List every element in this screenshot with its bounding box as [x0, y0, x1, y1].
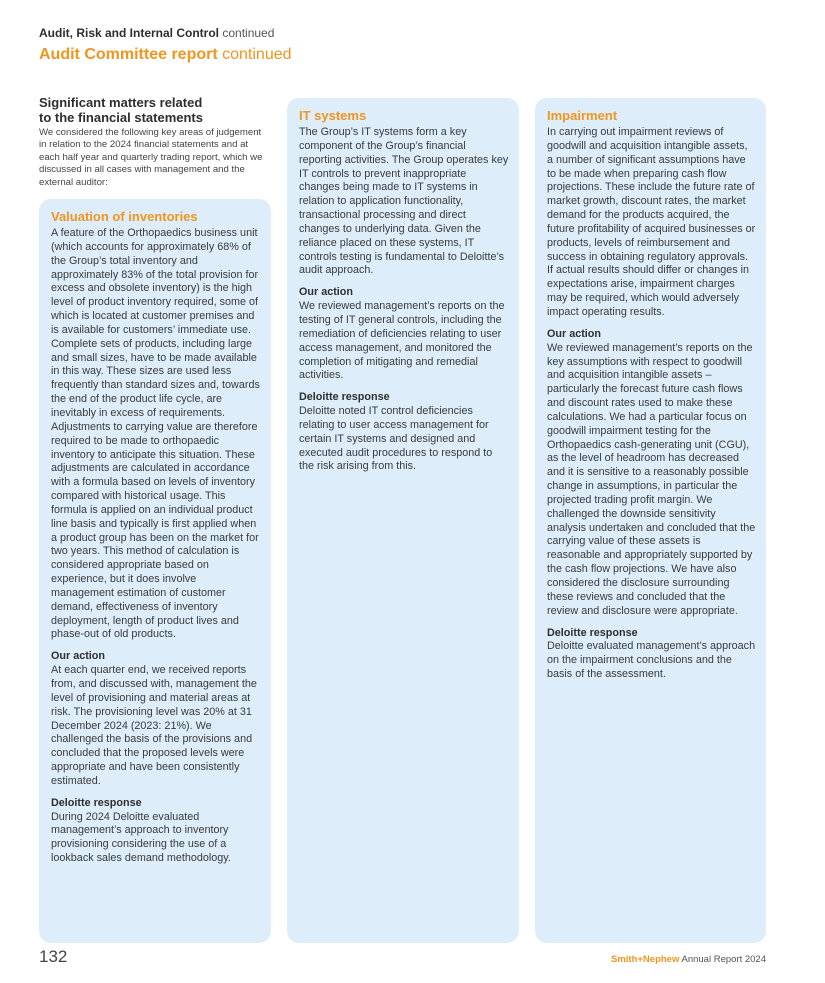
inventories-action-body: At each quarter end, we received reports from, and discussed with, management the level of provisioning and material areas at risk. The provisioning level was 20% at 31 December 2024 (2023: 21%). We challenged the basis of the provisions and concluded that the proposed levels were appropriate and have been consistently estimated.	[51, 664, 257, 787]
report-title: Audit Committee report	[39, 46, 218, 63]
inventories-response-heading: Deloitte response	[51, 796, 142, 809]
it-systems-action-heading: Our action	[299, 286, 353, 299]
intro-section	[39, 95, 267, 189]
section-header	[39, 26, 274, 40]
impairment-response-body: Deloitte evaluated management’s approach on the impairment conclusions and the basis of the assessment.	[547, 640, 756, 681]
footer-report: Annual Report 2024	[681, 954, 766, 965]
it-systems-body: The Group’s IT systems form a key component of the Group’s financial reporting activities. The Group operates key IT controls to prevent inappropriate changes being made to IT systems in relation to application functionality, transactional processing and direct changes to underlying data. Given the reliance placed on these systems, IT controls testing is fundamental to Deloitte’s audit approach.	[299, 126, 509, 277]
footer	[611, 954, 766, 965]
impairment-response-heading: Deloitte response	[547, 626, 638, 639]
inventories-response-body: During 2024 Deloitte evaluated management’s approach to inventory provisioning considering the use of a lookback sales demand methodology.	[51, 810, 231, 865]
report-suffix: continued	[222, 46, 292, 63]
it-systems-action-body: We reviewed management’s reports on the testing of IT general controls, including the remediation of deficiencies relating to user access management, and monitored the completion of mitigating and remedial activities.	[299, 300, 505, 382]
footer-brand: Smith+Nephew	[610, 954, 680, 965]
intro-text: We considered the following key areas of judgement in relation to the 2024 financial statements and at each half year and quarterly trading report, which we discussed in all cases with management and the external auditor:	[39, 127, 263, 188]
impairment-body: In carrying out impairment reviews of goodwill and acquisition intangible assets, a number of significant assumptions have to be made when preparing cash flow projections. These include the future rate of market growth, discount rates, the market demand for the products acquired, the future profitability of acquired businesses or products, levels of reimbursement and success in obtaining regulatory approvals. If actual results should differ or changes in expectations arise, impairment charges may be required, which would adversely impact operating results.	[547, 126, 756, 318]
intro-heading	[39, 95, 267, 125]
intro-heading-line1: Significant matters related	[39, 95, 203, 110]
it-systems-response-body: Deloitte noted IT control deficiencies relating to user access management for certain IT systems and designed and executed audit procedures to respond to the risk arising from this.	[299, 405, 493, 473]
it-systems-title: IT systems	[299, 108, 367, 123]
inventories-panel	[39, 199, 271, 943]
impairment-panel	[535, 98, 766, 943]
impairment-action-heading: Our action	[547, 327, 601, 340]
impairment-action-body: We reviewed management’s reports on the key assumptions with respect to goodwill and acquisition intangible assets – particularly the forecast future cash flows and discount rates used to make these calculations. We had a particular focus on goodwill impairment testing for the Orthopaedics cash-generating unit (CGU), as the level of headroom has decreased and it is sensitive to a reasonably possible change in assumptions, in particular the projected trading profit margin. We challenged the downside sensitivity analysis undertaken and concluded that the carrying value of these assets is reasonable and appropriately supported by the cash flow projections. We have also considered the disclosure surrounding these reviews and concluded that the review and disclosure were appropriate.	[547, 341, 756, 617]
section-title: Audit, Risk and Internal Control	[39, 26, 220, 40]
impairment-title: Impairment	[547, 108, 618, 123]
page-number: 132	[39, 947, 68, 966]
inventories-body: A feature of the Orthopaedics business unit (which accounts for approximately 68% of the Group’s total inventory and approximately 83% of the total provision for excess and obsolete inventory) is the high level of product inventory required, some of which is located at customer premises and is available for customers’ immediate use. Complete sets of products, including large and small sizes, have to be made available in this way. These sizes are used less frequently than standard sizes and, towards the end of the product life cycle, are inevitably in excess of requirements. Adjustments to carrying value are therefore required to be made to orthopaedic inventory to anticipate this situation. These adjustments are calculated in accordance with a formula based on levels of inventory compared with historical usage. This formula is applied on an individual product line basis and typically is first applied when a product group has been on the market for two years. This method of calculation is considered appropriate based on experience, but it does involve management estimation of customer demand, effectiveness of inventory deployment, length of product lives and phase-out of old products.	[51, 227, 260, 641]
intro-heading-line2: to the financial statements	[39, 110, 203, 125]
report-header	[39, 46, 292, 64]
it-systems-panel	[287, 98, 519, 943]
section-suffix: continued	[222, 26, 275, 40]
inventories-action-heading: Our action	[51, 650, 105, 663]
inventories-title: Valuation of inventories	[51, 209, 198, 224]
it-systems-response-heading: Deloitte response	[299, 391, 390, 404]
